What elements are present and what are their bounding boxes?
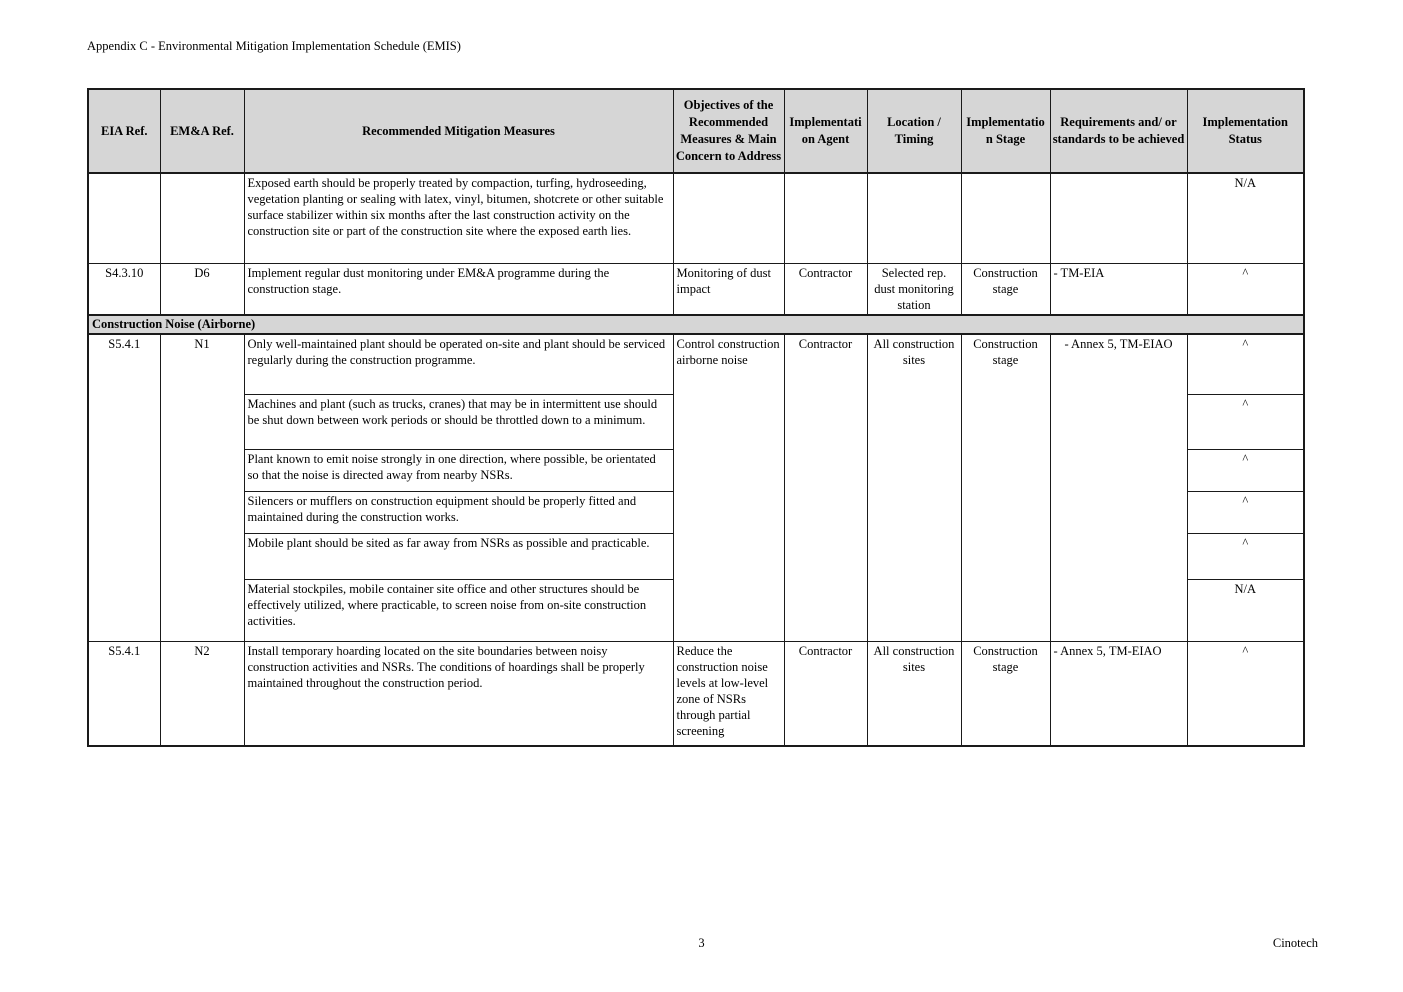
cell-measure: Plant known to emit noise strongly in one direction, where possible, be orientated so that the noise is directed away from nearby NSRs.	[244, 450, 673, 492]
cell-measure: Only well-maintained plant should be operated on-site and plant should be serviced regularly during the construction programme.	[244, 334, 673, 395]
col-header-ema-ref: EM&A Ref.	[160, 89, 244, 173]
cell-measure: Silencers or mufflers on construction equipment should be properly fitted and maintained during the construction works.	[244, 492, 673, 534]
col-header-location-timing: Location / Timing	[867, 89, 961, 173]
col-header-objectives: Objectives of the Recommended Measures & Main Concern to Address	[673, 89, 784, 173]
cell-status: ^	[1187, 642, 1304, 746]
cell-location	[867, 173, 961, 263]
cell-requirements: - Annex 5, TM-EIAO	[1050, 642, 1187, 746]
col-header-stage: Implementation Stage	[961, 89, 1050, 173]
page-number: 3	[698, 936, 705, 950]
cell-location: Selected rep. dust monitoring station	[867, 263, 961, 315]
cell-ema-ref: N2	[160, 642, 244, 746]
cell-status: ^	[1187, 534, 1304, 580]
cell-agent: Contractor	[784, 334, 867, 642]
cell-objective: Control construction airborne noise	[673, 334, 784, 642]
table-row-n2	[88, 642, 1304, 746]
cell-requirements: - Annex 5, TM-EIAO	[1050, 334, 1187, 642]
cell-agent	[784, 173, 867, 263]
cell-eia-ref: S4.3.10	[88, 263, 160, 315]
cell-stage: Construction stage	[961, 334, 1050, 642]
cell-agent: Contractor	[784, 642, 867, 746]
cell-measure: Machines and plant (such as trucks, cranes) that may be in intermittent use should be shut down between work periods or should be throttled down to a minimum.	[244, 395, 673, 450]
col-header-measures: Recommended Mitigation Measures	[244, 89, 673, 173]
cell-eia-ref: S5.4.1	[88, 334, 160, 642]
section-header-row	[88, 315, 1304, 334]
cell-eia-ref	[88, 173, 160, 263]
cell-status: ^	[1187, 450, 1304, 492]
cell-measure: Implement regular dust monitoring under EM&A programme during the construction stage.	[244, 263, 673, 315]
cell-stage: Construction stage	[961, 263, 1050, 315]
cell-stage	[961, 173, 1050, 263]
cell-status: N/A	[1187, 173, 1304, 263]
cell-measure: Exposed earth should be properly treated by compaction, turfing, hydroseeding, vegetation planting or sealing with latex, vinyl, bitumen, shotcrete or other suitable surface stabilizer within six months after the last construction activity on the construction site or part of the construction site where the exposed earth lies.	[244, 173, 673, 263]
cell-objective	[673, 173, 784, 263]
cell-status: N/A	[1187, 580, 1304, 642]
cell-measure: Material stockpiles, mobile container site office and other structures should be effectively utilized, where practicable, to screen noise from on-site construction activities.	[244, 580, 673, 642]
cell-measure: Install temporary hoarding located on the site boundaries between noisy construction activities and NSRs. The conditions of hoardings shall be properly maintained throughout the construction period.	[244, 642, 673, 746]
col-header-status: Implementation Status	[1187, 89, 1304, 173]
cell-ema-ref: N1	[160, 334, 244, 642]
col-header-requirements: Requirements and/ or standards to be achieved	[1050, 89, 1187, 173]
cell-agent: Contractor	[784, 263, 867, 315]
table-row-continuation	[88, 173, 1304, 263]
cell-requirements: - TM-EIA	[1050, 263, 1187, 315]
table-row-n1-measure-1	[88, 334, 1304, 395]
col-header-agent: Implementation Agent	[784, 89, 867, 173]
cell-ema-ref	[160, 173, 244, 263]
cell-status: ^	[1187, 395, 1304, 450]
section-header-label: Construction Noise (Airborne)	[88, 315, 1304, 334]
cell-status: ^	[1187, 334, 1304, 395]
cell-location: All construction sites	[867, 334, 961, 642]
emis-table	[87, 88, 1305, 747]
cell-objective: Monitoring of dust impact	[673, 263, 784, 315]
table-row-dust-monitoring	[88, 263, 1304, 315]
cell-stage: Construction stage	[961, 642, 1050, 746]
table-header-row	[88, 89, 1304, 173]
cell-status: ^	[1187, 492, 1304, 534]
cell-requirements	[1050, 173, 1187, 263]
cell-location: All construction sites	[867, 642, 961, 746]
col-header-eia-ref: EIA Ref.	[88, 89, 160, 173]
document-title: Appendix C - Environmental Mitigation Implementation Schedule (EMIS)	[87, 39, 461, 53]
cell-ema-ref: D6	[160, 263, 244, 315]
cell-measure: Mobile plant should be sited as far away from NSRs as possible and practicable.	[244, 534, 673, 580]
cell-eia-ref: S5.4.1	[88, 642, 160, 746]
footer-brand: Cinotech	[1272, 936, 1318, 950]
cell-status: ^	[1187, 263, 1304, 315]
cell-objective: Reduce the construction noise levels at low-level zone of NSRs through partial screening	[673, 642, 784, 746]
